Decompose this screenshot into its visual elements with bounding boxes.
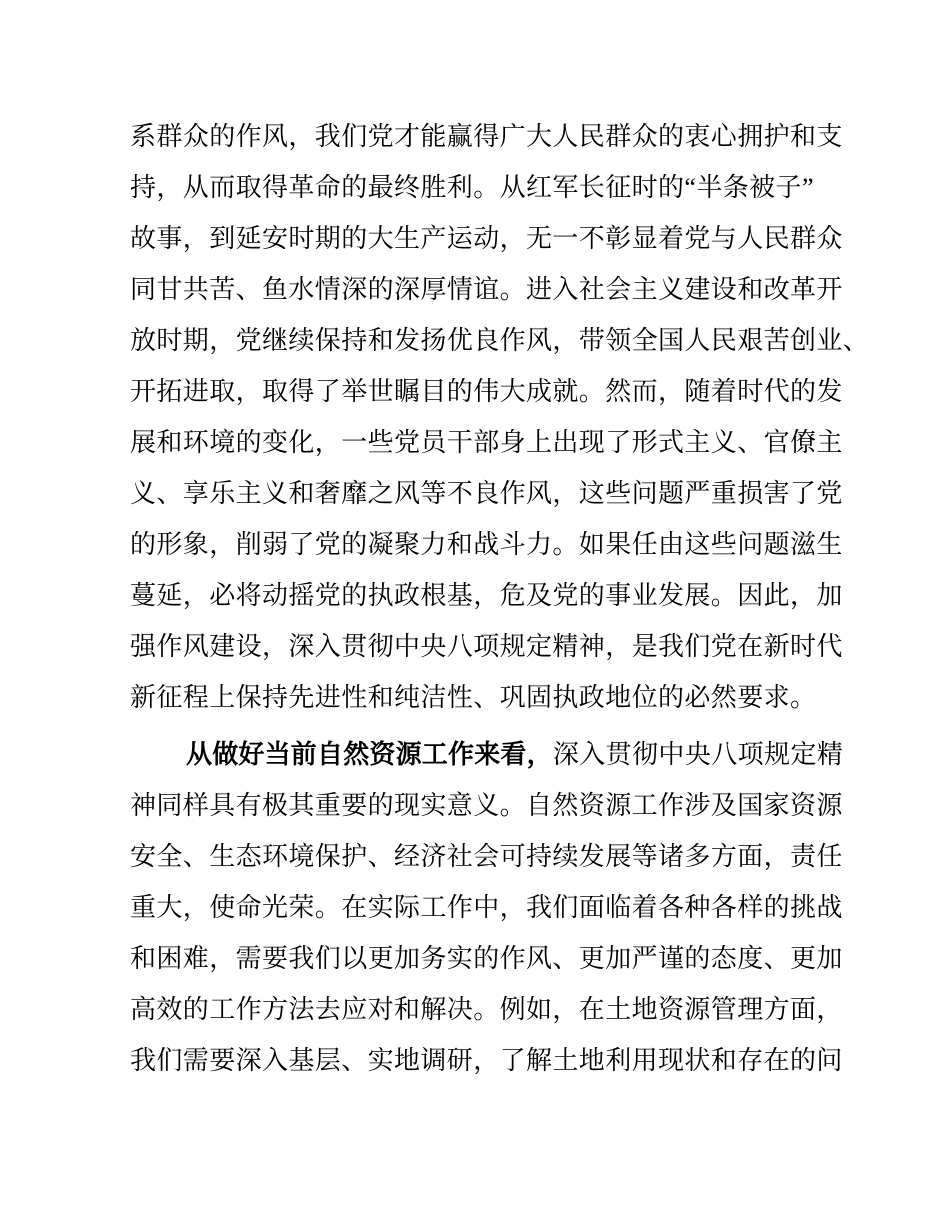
- text-run: 展和环境的变化，一些党员干部身上出现了形式主义、官僚主: [130, 428, 843, 457]
- text-line: [130, 468, 844, 519]
- text-run: 和困难，需要我们以更加务实的作风、更加严谨的态度、更加: [130, 944, 843, 973]
- bold-run: 从做好当前自然资源工作来看，: [186, 739, 553, 769]
- text-run: 神同样具有极其重要的现实意义。自然资源工作涉及国家资源: [130, 791, 843, 820]
- text-run: 强作风建设，深入贯彻中央八项规定精神，是我们党在新时代: [130, 632, 843, 661]
- text-line: [130, 315, 870, 366]
- text-line: [130, 933, 844, 984]
- text-line: [130, 831, 844, 882]
- document-body: [130, 111, 870, 1086]
- text-run: 我们需要深入基层、实地调研，了解土地利用现状和存在的问: [130, 1046, 843, 1075]
- paragraph: [130, 729, 844, 1086]
- text-run: 放时期，党继续保持和发扬优良作风，带领全国人民艰苦创业、: [130, 326, 870, 355]
- text-line: [130, 780, 844, 831]
- text-line: [130, 417, 844, 468]
- text-line: [130, 621, 844, 672]
- text-line: [130, 519, 844, 570]
- text-run: 安全、生态环境保护、经济社会可持续发展等诸多方面，责任: [130, 842, 843, 871]
- text-run: 蔓延，必将动摇党的执政根基，危及党的事业发展。因此，加: [130, 581, 843, 610]
- text-line: [130, 264, 844, 315]
- text-line: [130, 1035, 844, 1086]
- text-line: [130, 882, 844, 933]
- text-run: 重大，使命光荣。在实际工作中，我们面临着各种各样的挑战: [130, 893, 843, 922]
- text-run: 持，从而取得革命的最终胜利。从红军长征时的“半条被子”: [130, 173, 814, 202]
- text-line: [130, 570, 844, 621]
- text-run: 的形象，削弱了党的凝聚力和战斗力。如果任由这些问题滋生: [130, 530, 843, 559]
- text-run: 高效的工作方法去应对和解决。例如，在土地资源管理方面，: [130, 995, 843, 1024]
- text-line: [130, 366, 844, 417]
- text-run: 开拓进取，取得了举世瞩目的伟大成就。然而，随着时代的发: [130, 377, 843, 406]
- text-run: 深入贯彻中央八项规定精: [552, 740, 844, 769]
- text-line: [130, 111, 844, 162]
- text-run: 故事，到延安时期的大生产运动，无一不彰显着党与人民群众: [130, 224, 843, 253]
- text-run: 同甘共苦、鱼水情深的深厚情谊。进入社会主义建设和改革开: [130, 275, 843, 304]
- text-line: [130, 984, 844, 1035]
- text-run: 系群众的作风，我们党才能赢得广大人民群众的衷心拥护和支: [130, 122, 843, 151]
- paragraph: [130, 111, 870, 723]
- text-line: [130, 162, 844, 213]
- text-line: [130, 729, 844, 780]
- text-run: 新征程上保持先进性和纯洁性、巩固执政地位的必然要求。: [130, 683, 817, 712]
- text-line: [130, 672, 844, 723]
- text-line: [130, 213, 844, 264]
- text-run: 义、享乐主义和奢靡之风等不良作风，这些问题严重损害了党: [130, 479, 843, 508]
